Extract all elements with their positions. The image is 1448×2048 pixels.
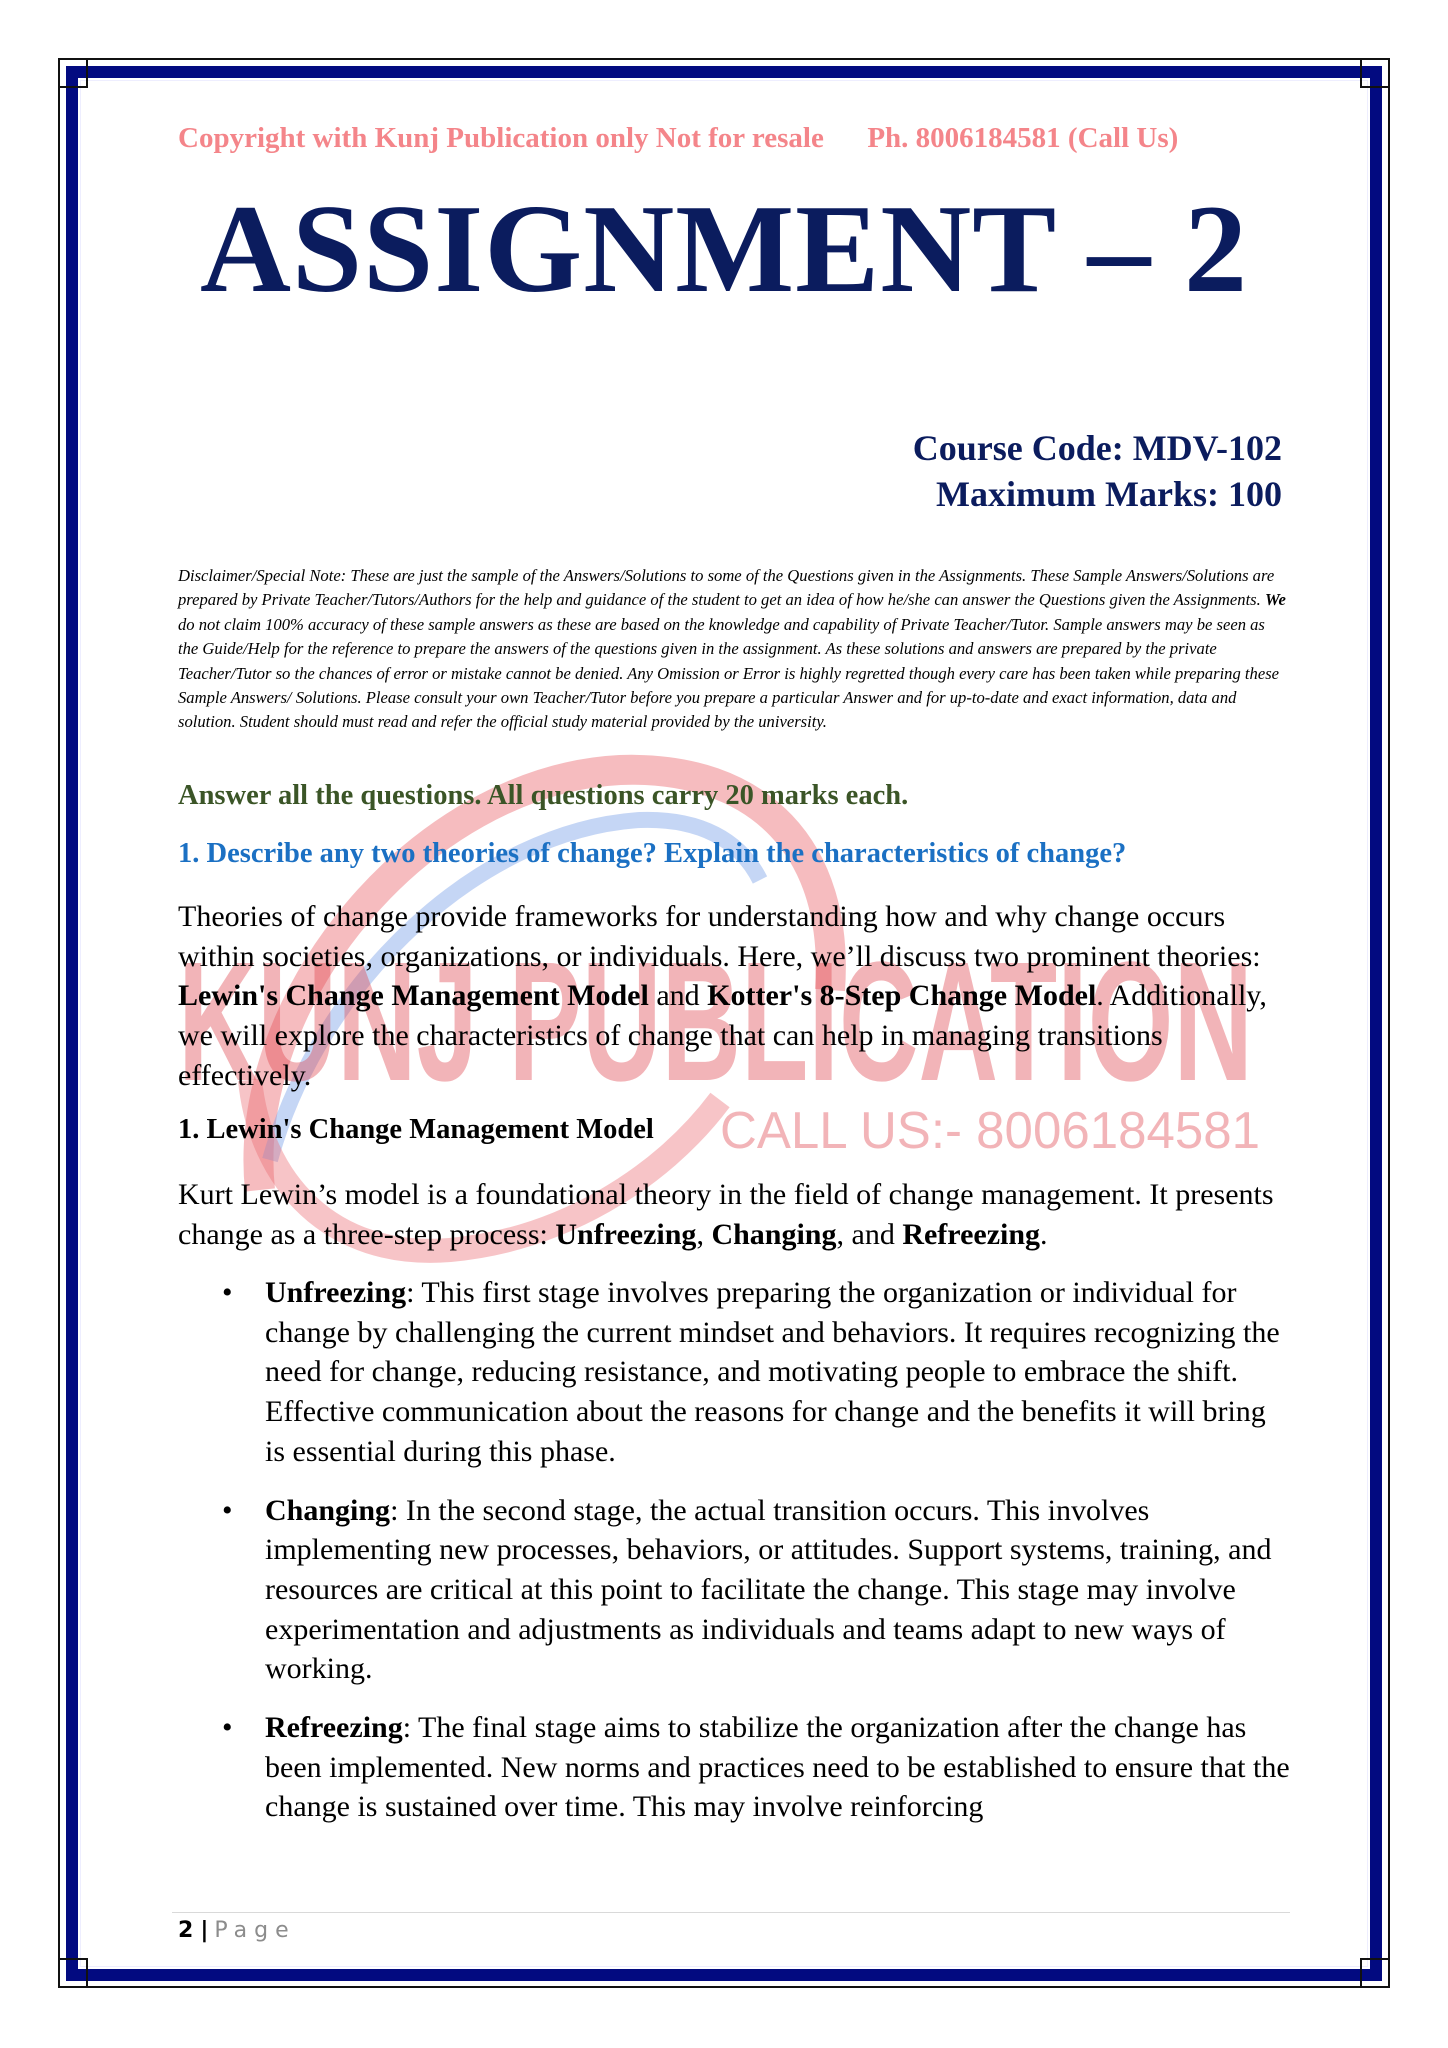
page-number: 2 xyxy=(178,1918,194,1943)
text: , and xyxy=(836,1217,903,1251)
watermark-call: CALL US:- 8006184581 xyxy=(720,1102,1260,1160)
border-corner xyxy=(58,58,88,88)
maximum-marks: Maximum Marks: 100 xyxy=(936,474,1282,514)
section-heading: 1. Lewin's Change Management Model xyxy=(178,1114,654,1145)
disclaimer-text: do not claim 100% accuracy of these sample answers as these are based on the knowledge and capability of Private Teacher/Tutor. Sample answers may be seen as the Guide/Help for the reference to prepare the answers of the questions given in the assignment. As these solutions and answers are prepared by the private Teacher/Tutor so the chances of error or mistake cannot be denied. Any Omission or Error is highly regretted though every care has been taken while preparing these Sample Answers/ Solutions. Please consult your own Teacher/Tutor before you prepare a particular Answer and for up-to-date and exact information, data and solution. Student should must read and refer the official study material provided by the university. xyxy=(178,614,1280,732)
list-item xyxy=(178,1273,1293,1472)
bold-text: Kotter's 8-Step Change Model xyxy=(707,979,1097,1013)
text: and xyxy=(648,979,708,1013)
bold-text: Unfreezing xyxy=(555,1217,697,1251)
phone-text: Ph. 8006184581 (Call Us) xyxy=(867,122,1179,154)
lewin-paragraph xyxy=(178,1175,1293,1254)
bullet-term: Changing xyxy=(265,1493,391,1527)
watermark-brand: KUNJ PUBLICATION xyxy=(178,927,1253,1117)
page-label: Page xyxy=(214,1918,296,1943)
course-code: Course Code: MDV-102 xyxy=(912,428,1282,468)
border-corner xyxy=(1360,58,1390,88)
footer-separator: | xyxy=(200,1918,209,1943)
bullet-term: Refreezing xyxy=(265,1711,403,1745)
intro-paragraph xyxy=(178,897,1293,1096)
bold-text: Lewin's Change Management Model xyxy=(178,979,649,1013)
instruction: Answer all the questions. All questions carry 20 marks each. xyxy=(178,780,909,811)
disclaimer xyxy=(178,564,1288,735)
bold-text: Refreezing xyxy=(902,1217,1041,1251)
copyright-header xyxy=(178,122,1288,155)
bullet-term: Unfreezing xyxy=(265,1276,407,1309)
bullet-icon: • xyxy=(222,1493,233,1527)
border-corner xyxy=(58,1958,88,1988)
bold-text: Changing xyxy=(711,1217,837,1251)
question-heading: 1. Describe any two theories of change? Explain the characteristics of change? xyxy=(178,838,1127,869)
bullet-text: : This first stage involves preparing the organization or individual for change by challenging the current mindset and behaviors. It requires recognizing the need for change, reducing resistance, and motivating people to embrace the shift. Effective communication about the reasons for change and the benefits it will bring is essential during this phase. xyxy=(265,1276,1280,1468)
page-title: ASSIGNMENT – 2 xyxy=(200,180,1248,319)
text: . xyxy=(1040,1217,1048,1251)
text: Kurt Lewin’s model is a foundational theory in the field of change management. It presents change as a three-step process: xyxy=(178,1178,1274,1251)
list-item xyxy=(178,1708,1293,1827)
disclaimer-bold: We xyxy=(1264,590,1286,610)
border-corner xyxy=(1360,1958,1390,1988)
copyright-text: Copyright with Kunj Publication only Not for resale xyxy=(178,122,824,154)
disclaimer-text: Disclaimer/Special Note: These are just the sample of the Answers/Solutions to some of the Questions given in the Assignments. These Sample Answers/Solutions are prepared by Private Teacher/Tutors/Authors for the help and guidance of the student to get an idea of how he/she can answer the Questions given the Assignments. xyxy=(178,566,1275,610)
text: , xyxy=(696,1217,712,1251)
bullet-list xyxy=(178,1273,1293,1846)
list-item xyxy=(178,1491,1293,1690)
text: . Additionally, we will explore the characteristics of change that can help in managing transitions effectively. xyxy=(178,979,1267,1092)
text: Theories of change provide frameworks for understanding how and why change occurs within societies, organizations, or individuals. Here, we’ll discuss two prominent theories: xyxy=(178,900,1261,973)
footer-divider xyxy=(172,1912,1290,1913)
course-info xyxy=(913,425,1282,517)
bullet-icon: • xyxy=(222,1276,233,1309)
bullet-text: : The final stage aims to stabilize the organization after the change has been implemented. New norms and practices need to be established to ensure that the change is sustained over time. This may involve reinforcing xyxy=(265,1711,1290,1824)
bullet-text: : In the second stage, the actual transition occurs. This involves implementing new processes, behaviors, or attitudes. Support systems, training, and resources are critical at this point to facilitate the change. This stage may involve experimentation and adjustments as individuals and teams adapt to new ways of working. xyxy=(265,1493,1272,1686)
page-footer xyxy=(178,1918,296,1943)
bullet-icon: • xyxy=(222,1711,233,1745)
